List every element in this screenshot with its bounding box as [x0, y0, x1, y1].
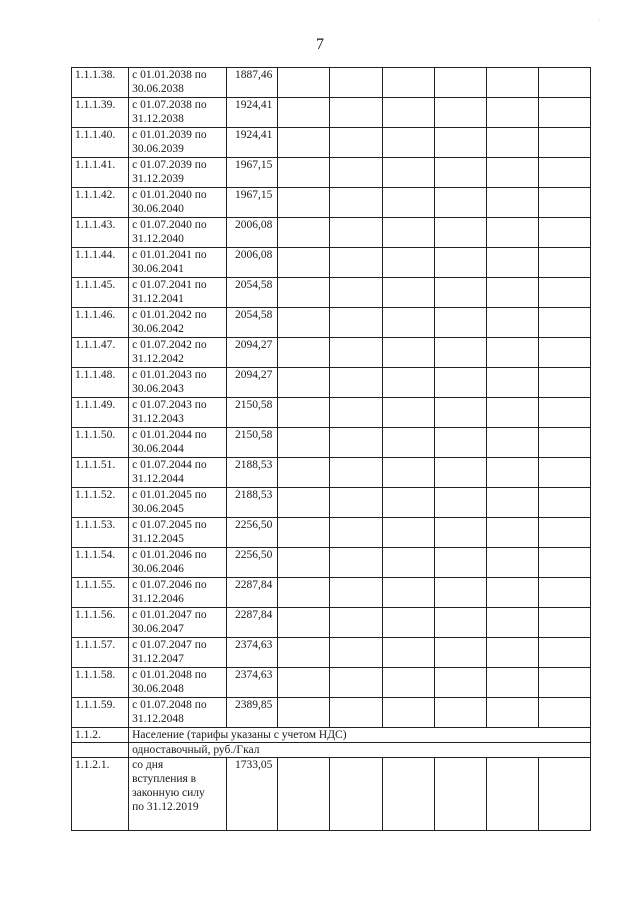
table-row — [72, 758, 591, 831]
empty-cell — [382, 188, 434, 218]
table-row — [72, 578, 591, 608]
empty-cell — [278, 398, 330, 428]
scan-mark: · — [598, 18, 600, 24]
empty-cell — [278, 428, 330, 458]
table-row — [72, 278, 591, 308]
empty-cell — [486, 128, 538, 158]
row-period: с 01.07.2045 по 31.12.2045 — [129, 518, 227, 548]
empty-cell — [486, 278, 538, 308]
row-period: с 01.07.2040 по 31.12.2040 — [129, 218, 227, 248]
empty-cell — [330, 758, 382, 831]
empty-cell — [434, 548, 486, 578]
empty-cell — [382, 338, 434, 368]
empty-cell — [486, 488, 538, 518]
empty-cell — [538, 668, 590, 698]
table-row — [72, 248, 591, 278]
empty-cell — [486, 518, 538, 548]
empty-cell — [434, 668, 486, 698]
row-value: 1924,41 — [227, 98, 278, 128]
row-value: 1887,46 — [227, 68, 278, 98]
empty-cell — [486, 638, 538, 668]
empty-cell — [278, 578, 330, 608]
row-number: 1.1.1.40. — [72, 128, 129, 158]
empty-cell — [538, 368, 590, 398]
empty-cell — [486, 308, 538, 338]
empty-cell — [330, 698, 382, 728]
empty-cell — [382, 638, 434, 668]
empty-cell — [434, 128, 486, 158]
row-number: 1.1.1.55. — [72, 578, 129, 608]
empty-cell — [538, 518, 590, 548]
empty-cell — [486, 428, 538, 458]
empty-cell — [538, 158, 590, 188]
row-value: 2188,53 — [227, 458, 278, 488]
row-period: с 01.01.2040 по 30.06.2040 — [129, 188, 227, 218]
empty-cell — [382, 698, 434, 728]
row-period: с 01.07.2043 по 31.12.2043 — [129, 398, 227, 428]
table-row — [72, 608, 591, 638]
empty-cell — [382, 158, 434, 188]
empty-cell — [382, 68, 434, 98]
empty-cell — [538, 458, 590, 488]
empty-cell — [278, 308, 330, 338]
row-period: с 01.01.2046 по 30.06.2046 — [129, 548, 227, 578]
row-period: с 01.07.2039 по 31.12.2039 — [129, 158, 227, 188]
row-value: 1967,15 — [227, 158, 278, 188]
empty-cell — [434, 368, 486, 398]
empty-cell — [538, 188, 590, 218]
row-period: с 01.07.2047 по 31.12.2047 — [129, 638, 227, 668]
row-number: 1.1.1.48. — [72, 368, 129, 398]
empty-cell — [278, 368, 330, 398]
empty-cell — [278, 518, 330, 548]
empty-cell — [434, 458, 486, 488]
row-period: с 01.07.2041 по 31.12.2041 — [129, 278, 227, 308]
empty-cell — [278, 68, 330, 98]
row-number: 1.1.1.46. — [72, 308, 129, 338]
empty-cell — [330, 308, 382, 338]
empty-cell — [538, 128, 590, 158]
row-number: 1.1.1.57. — [72, 638, 129, 668]
empty-cell — [434, 428, 486, 458]
empty-cell — [486, 98, 538, 128]
empty-cell — [278, 638, 330, 668]
row-number: 1.1.1.41. — [72, 158, 129, 188]
empty-cell — [278, 278, 330, 308]
empty-cell — [382, 608, 434, 638]
empty-cell — [278, 248, 330, 278]
table-row — [72, 458, 591, 488]
row-value: 1924,41 — [227, 128, 278, 158]
empty-cell — [434, 248, 486, 278]
empty-cell — [382, 218, 434, 248]
row-number: 1.1.1.42. — [72, 188, 129, 218]
empty-cell — [330, 458, 382, 488]
row-number: 1.1.1.52. — [72, 488, 129, 518]
table-row — [72, 488, 591, 518]
empty-cell — [486, 248, 538, 278]
row-value: 2094,27 — [227, 368, 278, 398]
tariff-table-body — [72, 68, 591, 831]
table-row — [72, 308, 591, 338]
empty-cell — [330, 248, 382, 278]
subsection-number-empty — [72, 743, 129, 758]
empty-cell — [538, 548, 590, 578]
empty-cell — [278, 458, 330, 488]
row-value: 2006,08 — [227, 218, 278, 248]
row-number: 1.1.1.56. — [72, 608, 129, 638]
empty-cell — [434, 158, 486, 188]
row-value: 2256,50 — [227, 518, 278, 548]
tariff-table — [71, 67, 591, 831]
empty-cell — [538, 758, 590, 831]
row-number: 1.1.1.54. — [72, 548, 129, 578]
empty-cell — [434, 308, 486, 338]
row-period: с 01.01.2038 по 30.06.2038 — [129, 68, 227, 98]
empty-cell — [330, 548, 382, 578]
table-row — [72, 368, 591, 398]
empty-cell — [330, 278, 382, 308]
subsection-row — [72, 743, 591, 758]
empty-cell — [486, 578, 538, 608]
empty-cell — [434, 188, 486, 218]
empty-cell — [330, 368, 382, 398]
row-value: 1967,15 — [227, 188, 278, 218]
row-period: с 01.01.2048 по 30.06.2048 — [129, 668, 227, 698]
empty-cell — [382, 488, 434, 518]
row-period: с 01.07.2048 по 31.12.2048 — [129, 698, 227, 728]
row-period: с 01.07.2042 по 31.12.2042 — [129, 338, 227, 368]
empty-cell — [278, 98, 330, 128]
row-number: 1.1.2.1. — [72, 758, 129, 831]
empty-cell — [486, 68, 538, 98]
empty-cell — [434, 398, 486, 428]
empty-cell — [486, 608, 538, 638]
empty-cell — [486, 398, 538, 428]
empty-cell — [330, 338, 382, 368]
row-value: 2374,63 — [227, 638, 278, 668]
empty-cell — [434, 98, 486, 128]
row-number: 1.1.1.47. — [72, 338, 129, 368]
table-row — [72, 668, 591, 698]
empty-cell — [434, 608, 486, 638]
empty-cell — [434, 278, 486, 308]
row-number: 1.1.1.50. — [72, 428, 129, 458]
empty-cell — [486, 668, 538, 698]
row-value: 2256,50 — [227, 548, 278, 578]
subsection-title: одноставочный, руб./Гкал — [129, 743, 591, 758]
empty-cell — [538, 638, 590, 668]
table-row — [72, 158, 591, 188]
row-value: 1733,05 — [227, 758, 278, 831]
row-value: 2150,58 — [227, 398, 278, 428]
table-row — [72, 218, 591, 248]
row-number: 1.1.1.59. — [72, 698, 129, 728]
empty-cell — [330, 428, 382, 458]
section-row — [72, 728, 591, 743]
table-row — [72, 638, 591, 668]
row-period: со дня вступления в законную силу по 31.12.2019 — [129, 758, 227, 831]
empty-cell — [538, 608, 590, 638]
empty-cell — [538, 308, 590, 338]
row-value: 2094,27 — [227, 338, 278, 368]
row-value: 2287,84 — [227, 608, 278, 638]
empty-cell — [538, 218, 590, 248]
empty-cell — [330, 518, 382, 548]
empty-cell — [278, 668, 330, 698]
table-row — [72, 188, 591, 218]
empty-cell — [382, 458, 434, 488]
row-number: 1.1.1.38. — [72, 68, 129, 98]
empty-cell — [382, 308, 434, 338]
row-number: 1.1.1.45. — [72, 278, 129, 308]
empty-cell — [278, 158, 330, 188]
row-period: с 01.07.2046 по 31.12.2046 — [129, 578, 227, 608]
empty-cell — [434, 578, 486, 608]
empty-cell — [486, 188, 538, 218]
empty-cell — [330, 98, 382, 128]
table-row — [72, 698, 591, 728]
table-row — [72, 338, 591, 368]
empty-cell — [538, 68, 590, 98]
row-period: с 01.07.2038 по 31.12.2038 — [129, 98, 227, 128]
empty-cell — [330, 398, 382, 428]
empty-cell — [538, 98, 590, 128]
empty-cell — [330, 578, 382, 608]
page-number: 7 — [316, 36, 324, 53]
empty-cell — [330, 638, 382, 668]
empty-cell — [486, 758, 538, 831]
empty-cell — [434, 638, 486, 668]
table-row — [72, 518, 591, 548]
empty-cell — [538, 338, 590, 368]
row-value: 2054,58 — [227, 278, 278, 308]
empty-cell — [278, 488, 330, 518]
empty-cell — [486, 338, 538, 368]
table-row — [72, 398, 591, 428]
row-number: 1.1.1.43. — [72, 218, 129, 248]
empty-cell — [486, 158, 538, 188]
empty-cell — [382, 248, 434, 278]
empty-cell — [278, 548, 330, 578]
empty-cell — [278, 758, 330, 831]
row-period: с 01.01.2039 по 30.06.2039 — [129, 128, 227, 158]
empty-cell — [434, 518, 486, 548]
empty-cell — [382, 668, 434, 698]
table-row — [72, 428, 591, 458]
section-title: Население (тарифы указаны с учетом НДС) — [129, 728, 591, 743]
empty-cell — [486, 548, 538, 578]
empty-cell — [434, 338, 486, 368]
empty-cell — [382, 758, 434, 831]
empty-cell — [434, 218, 486, 248]
empty-cell — [538, 578, 590, 608]
row-value: 2150,58 — [227, 428, 278, 458]
row-value: 2188,53 — [227, 488, 278, 518]
empty-cell — [382, 368, 434, 398]
empty-cell — [486, 368, 538, 398]
empty-cell — [382, 548, 434, 578]
empty-cell — [538, 278, 590, 308]
row-period: с 01.07.2044 по 31.12.2044 — [129, 458, 227, 488]
table-row — [72, 68, 591, 98]
row-period: с 01.01.2042 по 30.06.2042 — [129, 308, 227, 338]
empty-cell — [278, 128, 330, 158]
empty-cell — [278, 698, 330, 728]
empty-cell — [382, 518, 434, 548]
empty-cell — [434, 488, 486, 518]
empty-cell — [486, 698, 538, 728]
table-row — [72, 98, 591, 128]
table-row — [72, 548, 591, 578]
empty-cell — [382, 428, 434, 458]
row-value: 2374,63 — [227, 668, 278, 698]
row-number: 1.1.1.53. — [72, 518, 129, 548]
row-value: 2389,85 — [227, 698, 278, 728]
row-value: 2054,58 — [227, 308, 278, 338]
empty-cell — [486, 218, 538, 248]
empty-cell — [278, 218, 330, 248]
empty-cell — [434, 698, 486, 728]
row-period: с 01.01.2041 по 30.06.2041 — [129, 248, 227, 278]
empty-cell — [538, 428, 590, 458]
empty-cell — [330, 218, 382, 248]
empty-cell — [330, 608, 382, 638]
empty-cell — [330, 68, 382, 98]
empty-cell — [538, 698, 590, 728]
empty-cell — [330, 668, 382, 698]
row-period: с 01.01.2044 по 30.06.2044 — [129, 428, 227, 458]
empty-cell — [434, 758, 486, 831]
section-number: 1.1.2. — [72, 728, 129, 743]
row-number: 1.1.1.49. — [72, 398, 129, 428]
empty-cell — [278, 338, 330, 368]
empty-cell — [538, 248, 590, 278]
table-row — [72, 128, 591, 158]
row-number: 1.1.1.44. — [72, 248, 129, 278]
row-value: 2006,08 — [227, 248, 278, 278]
empty-cell — [382, 128, 434, 158]
row-value: 2287,84 — [227, 578, 278, 608]
empty-cell — [382, 278, 434, 308]
empty-cell — [382, 398, 434, 428]
row-period: с 01.01.2047 по 30.06.2047 — [129, 608, 227, 638]
empty-cell — [278, 188, 330, 218]
empty-cell — [538, 398, 590, 428]
empty-cell — [434, 68, 486, 98]
empty-cell — [382, 98, 434, 128]
empty-cell — [330, 188, 382, 218]
empty-cell — [382, 578, 434, 608]
row-period: с 01.01.2045 по 30.06.2045 — [129, 488, 227, 518]
empty-cell — [278, 608, 330, 638]
row-number: 1.1.1.58. — [72, 668, 129, 698]
empty-cell — [330, 488, 382, 518]
empty-cell — [486, 458, 538, 488]
empty-cell — [330, 128, 382, 158]
empty-cell — [538, 488, 590, 518]
row-number: 1.1.1.51. — [72, 458, 129, 488]
row-number: 1.1.1.39. — [72, 98, 129, 128]
row-period: с 01.01.2043 по 30.06.2043 — [129, 368, 227, 398]
empty-cell — [330, 158, 382, 188]
